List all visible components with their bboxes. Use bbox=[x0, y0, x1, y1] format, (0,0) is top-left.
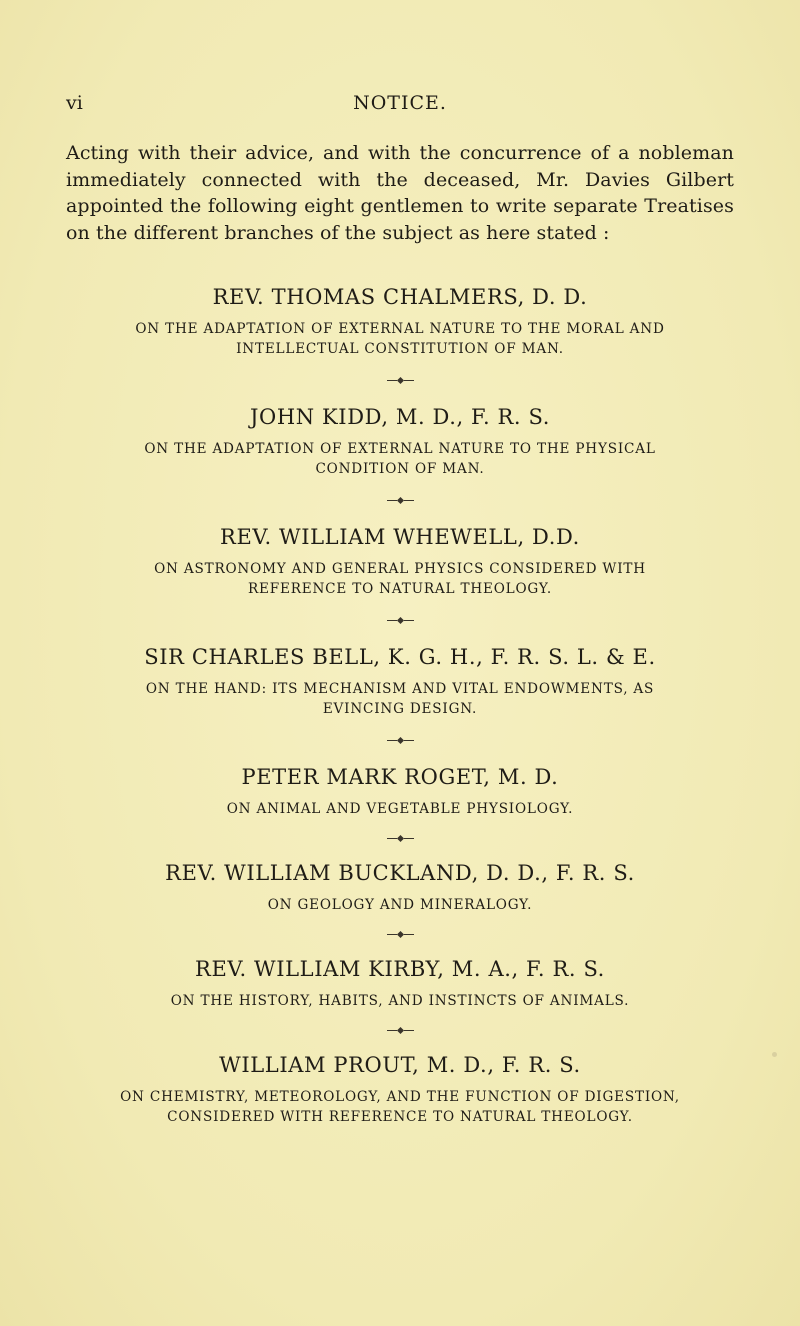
treatise-author: WILLIAM PROUT, M. D., F. R. S. bbox=[219, 1053, 581, 1077]
subject-line: ON GEOLOGY AND MINERALOGY. bbox=[267, 897, 533, 913]
subject-line: ON THE HISTORY, HABITS, AND INSTINCTS OF ANIMALS. bbox=[170, 993, 630, 1009]
ornament-divider bbox=[66, 733, 734, 747]
subject-line: ON THE HAND: ITS MECHANISM AND VITAL ENDOWMENTS, AS bbox=[145, 681, 655, 697]
treatise-entry bbox=[66, 955, 734, 1037]
treatise-subject bbox=[66, 799, 734, 819]
ornament-divider bbox=[66, 831, 734, 845]
subject-line: ON THE ADAPTATION OF EXTERNAL NATURE TO THE MORAL AND bbox=[135, 321, 665, 337]
treatise-entry bbox=[66, 403, 734, 507]
treatise-subject bbox=[66, 679, 734, 719]
ornament-divider bbox=[66, 1023, 734, 1037]
treatise-subject bbox=[66, 319, 734, 359]
treatise-entry bbox=[66, 523, 734, 627]
treatise-author: REV. THOMAS CHALMERS, D. D. bbox=[212, 285, 588, 309]
ornament-divider bbox=[66, 493, 734, 507]
treatise-entry bbox=[66, 1051, 734, 1127]
treatise-entry bbox=[66, 859, 734, 941]
treatise-entry bbox=[66, 643, 734, 747]
subject-line: REFERENCE TO NATURAL THEOLOGY. bbox=[248, 581, 552, 597]
treatise-author: PETER MARK ROGET, M. D. bbox=[241, 765, 559, 789]
treatise-subject bbox=[66, 1087, 734, 1127]
treatise-list bbox=[66, 283, 734, 1127]
treatise-subject bbox=[66, 439, 734, 479]
treatise-author: JOHN KIDD, M. D., F. R. S. bbox=[250, 405, 550, 429]
treatise-author: REV. WILLIAM WHEWELL, D.D. bbox=[220, 525, 580, 549]
treatise-author: REV. WILLIAM BUCKLAND, D. D., F. R. S. bbox=[165, 861, 635, 885]
subject-line: CONSIDERED WITH REFERENCE TO NATURAL THEOLOGY. bbox=[167, 1109, 633, 1125]
subject-line: EVINCING DESIGN. bbox=[322, 701, 478, 717]
treatise-author: REV. WILLIAM KIRBY, M. A., F. R. S. bbox=[195, 957, 605, 981]
subject-line: CONDITION OF MAN. bbox=[315, 461, 485, 477]
ornament-divider bbox=[66, 927, 734, 941]
paper-speck bbox=[772, 1052, 777, 1057]
running-title: NOTICE. bbox=[353, 92, 447, 114]
subject-line: ON ANIMAL AND VEGETABLE PHYSIOLOGY. bbox=[226, 801, 574, 817]
intro-paragraph: Acting with their advice, and with the concurrence of a nobleman immediately connected with the deceased, Mr. Davies Gilbert appointed the following eight gentlemen to write separate Treatises on the different branches of the subject as here stated : bbox=[66, 142, 734, 244]
treatise-subject bbox=[66, 559, 734, 599]
subject-line: INTELLECTUAL CONSTITUTION OF MAN. bbox=[236, 341, 564, 357]
treatise-subject bbox=[66, 991, 734, 1011]
subject-line: ON ASTRONOMY AND GENERAL PHYSICS CONSIDERED WITH bbox=[154, 561, 646, 577]
treatise-author: SIR CHARLES BELL, K. G. H., F. R. S. L. & E. bbox=[144, 645, 656, 669]
page-header bbox=[66, 92, 734, 118]
ornament-divider bbox=[66, 613, 734, 627]
treatise-entry bbox=[66, 763, 734, 845]
page-number: vi bbox=[66, 92, 83, 114]
subject-line: ON THE ADAPTATION OF EXTERNAL NATURE TO THE PHYSICAL bbox=[144, 441, 656, 457]
ornament-divider bbox=[66, 373, 734, 387]
treatise-entry bbox=[66, 283, 734, 387]
subject-line: ON CHEMISTRY, METEOROLOGY, AND THE FUNCTION OF DIGESTION, bbox=[120, 1089, 680, 1105]
treatise-subject bbox=[66, 895, 734, 915]
